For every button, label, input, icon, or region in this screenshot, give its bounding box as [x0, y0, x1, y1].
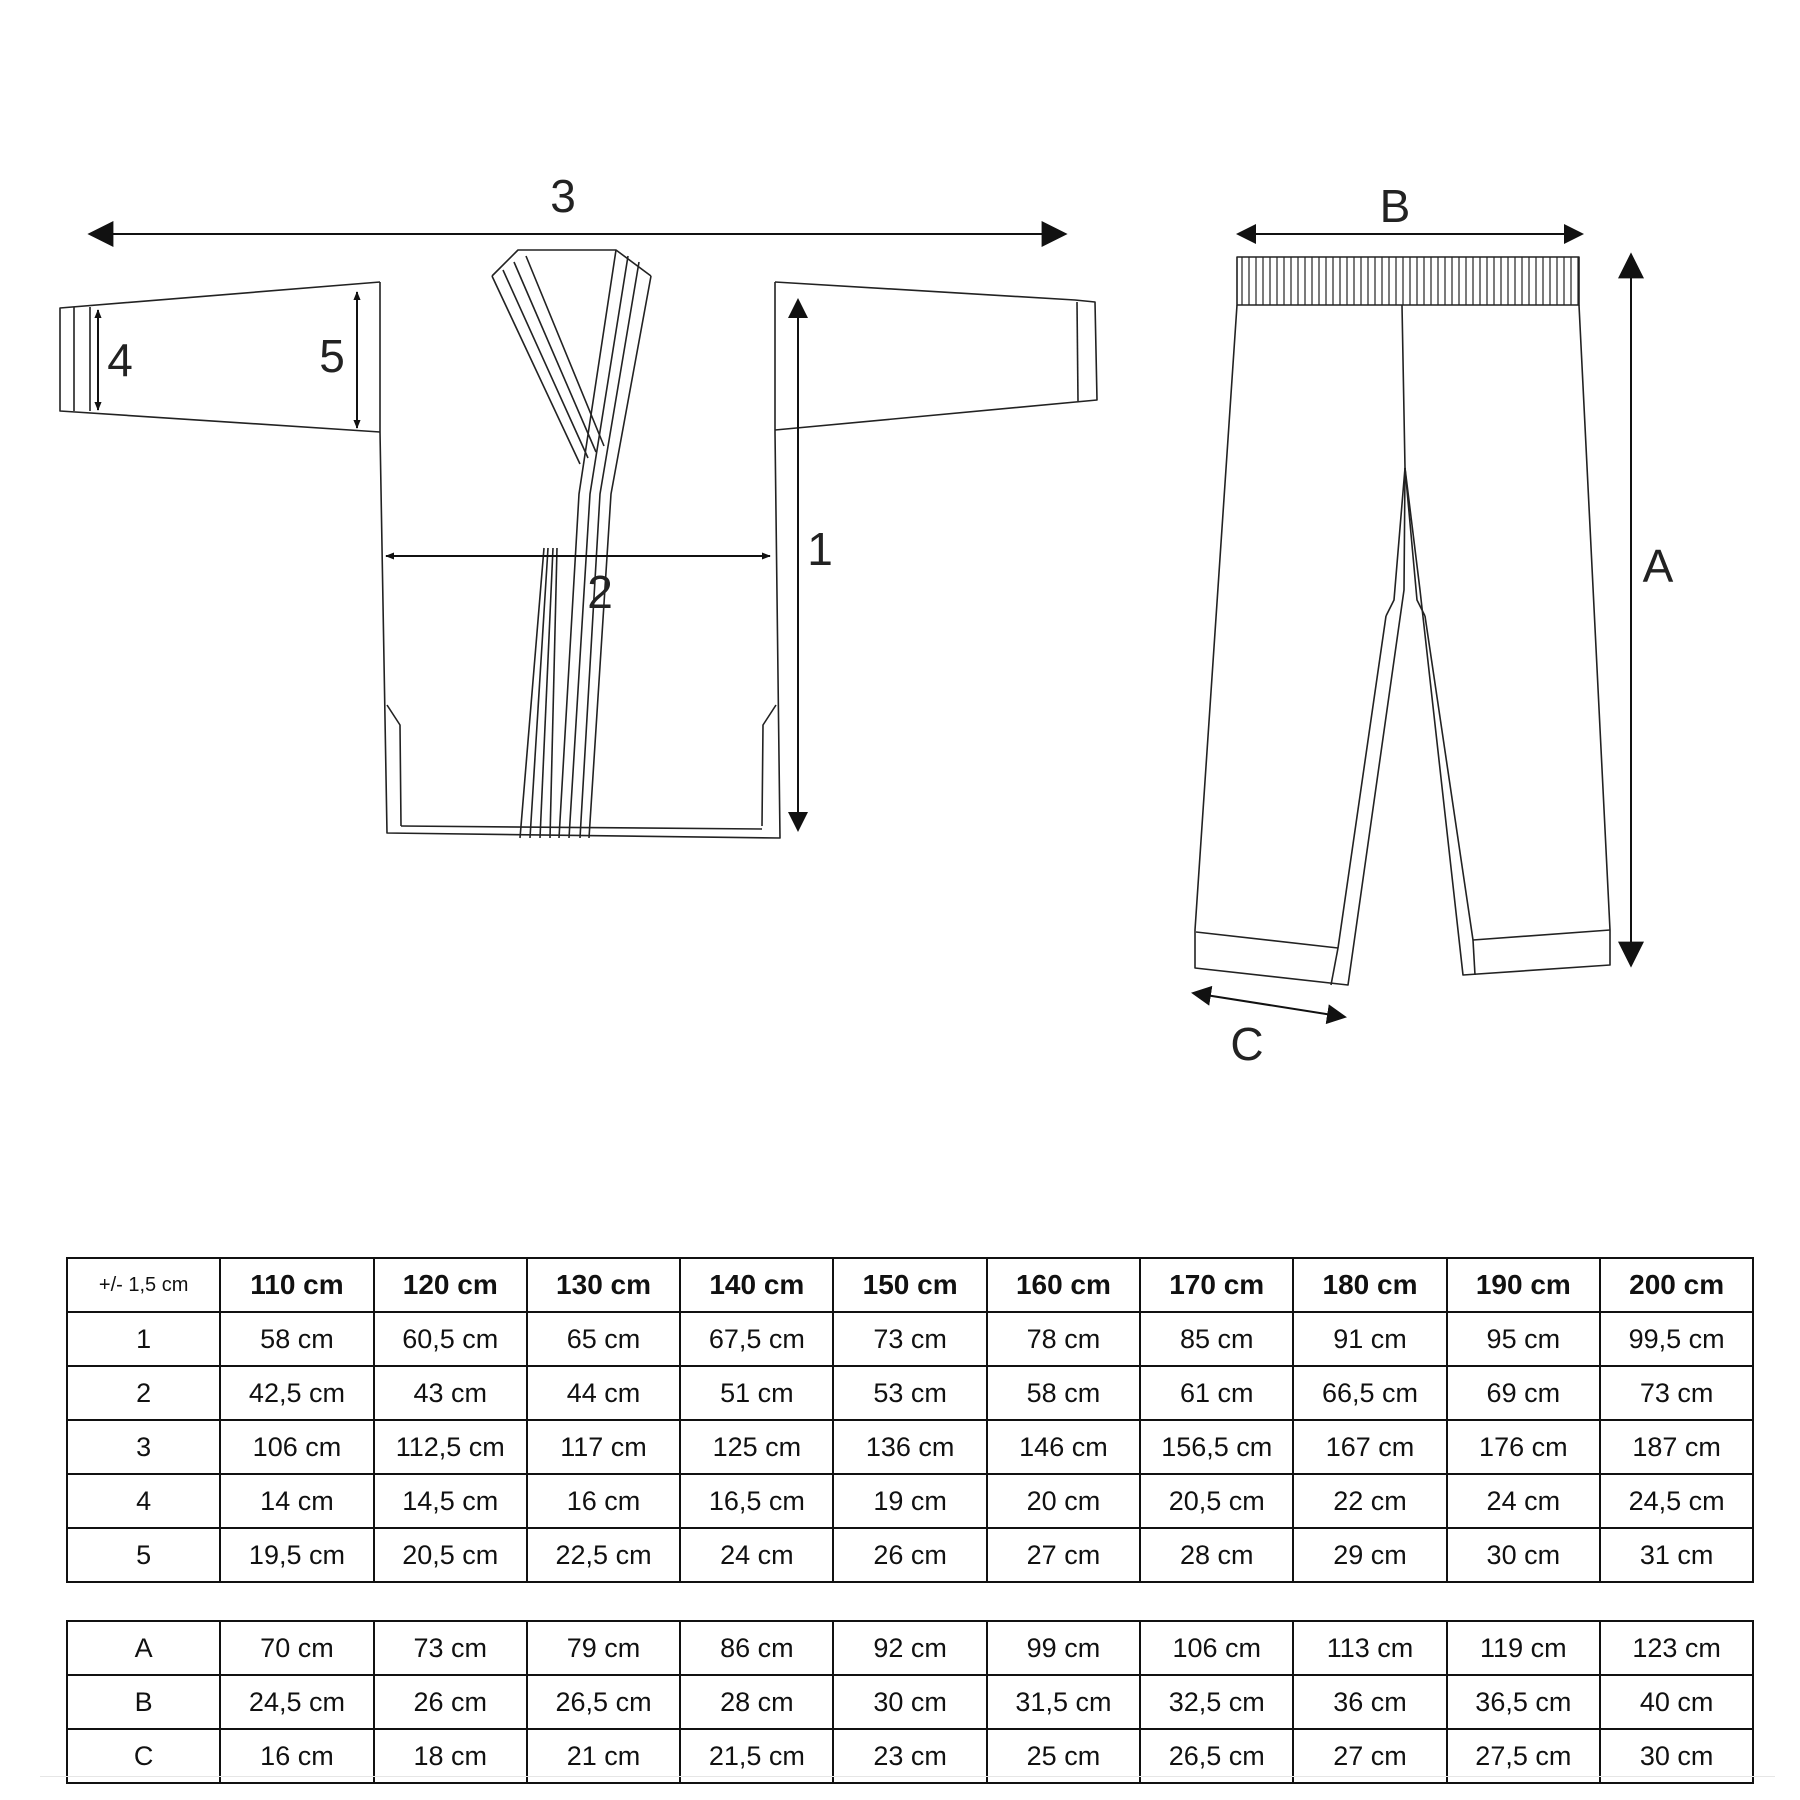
row-label: C — [67, 1729, 220, 1783]
measurement-cell: 24,5 cm — [1600, 1474, 1753, 1528]
measurement-cell: 27 cm — [1293, 1729, 1446, 1783]
measurement-cell: 36 cm — [1293, 1675, 1446, 1729]
table-row — [67, 1729, 1753, 1783]
table-header-row — [67, 1258, 1753, 1312]
measurement-cell: 79 cm — [527, 1621, 680, 1675]
measurement-cell: 20,5 cm — [374, 1528, 527, 1582]
measurement-cell: 29 cm — [1293, 1528, 1446, 1582]
measurement-cell: 73 cm — [374, 1621, 527, 1675]
measurement-cell: 16 cm — [527, 1474, 680, 1528]
measurement-cell: 73 cm — [833, 1312, 986, 1366]
measurement-cell: 19,5 cm — [220, 1528, 373, 1582]
measurement-cell: 36,5 cm — [1447, 1675, 1600, 1729]
measurement-cell: 23 cm — [833, 1729, 986, 1783]
measurement-cell: 86 cm — [680, 1621, 833, 1675]
tolerance-cell: +/- 1,5 cm — [67, 1258, 220, 1312]
measurement-cell: 40 cm — [1600, 1675, 1753, 1729]
measurement-cell: 85 cm — [1140, 1312, 1293, 1366]
measurement-cell: 14,5 cm — [374, 1474, 527, 1528]
pants-table-body — [67, 1621, 1753, 1783]
measurement-cell: 112,5 cm — [374, 1420, 527, 1474]
measurement-cell: 136 cm — [833, 1420, 986, 1474]
measurement-cell: 113 cm — [1293, 1621, 1446, 1675]
measurement-cell: 30 cm — [1600, 1729, 1753, 1783]
measurement-cell: 95 cm — [1447, 1312, 1600, 1366]
measurement-cell: 26,5 cm — [1140, 1729, 1293, 1783]
size-header: 200 cm — [1600, 1258, 1753, 1312]
pants-drawing — [1195, 257, 1610, 985]
label-4: 4 — [107, 334, 133, 386]
jacket-table-body — [67, 1312, 1753, 1582]
label-A: A — [1642, 540, 1674, 592]
measurement-cell: 26 cm — [833, 1528, 986, 1582]
measurement-cell: 16 cm — [220, 1729, 373, 1783]
measurement-cell: 73 cm — [1600, 1366, 1753, 1420]
label-5: 5 — [319, 330, 345, 382]
measurement-cell: 70 cm — [220, 1621, 373, 1675]
label-B: B — [1379, 180, 1411, 232]
size-header: 120 cm — [374, 1258, 527, 1312]
measurement-cell: 24,5 cm — [220, 1675, 373, 1729]
measurement-cell: 146 cm — [987, 1420, 1140, 1474]
table-row — [67, 1528, 1753, 1582]
measurement-cell: 22 cm — [1293, 1474, 1446, 1528]
measurement-cell: 27,5 cm — [1447, 1729, 1600, 1783]
row-label: 4 — [67, 1474, 220, 1528]
table-row — [67, 1366, 1753, 1420]
table-row — [67, 1312, 1753, 1366]
measurement-cell: 14 cm — [220, 1474, 373, 1528]
size-header: 190 cm — [1447, 1258, 1600, 1312]
measurement-cell: 19 cm — [833, 1474, 986, 1528]
measurement-cell: 20 cm — [987, 1474, 1140, 1528]
measurement-cell: 24 cm — [680, 1528, 833, 1582]
measurement-cell: 58 cm — [220, 1312, 373, 1366]
measurement-cell: 51 cm — [680, 1366, 833, 1420]
measurement-cell: 22,5 cm — [527, 1528, 680, 1582]
measurement-cell: 176 cm — [1447, 1420, 1600, 1474]
measurement-cell: 16,5 cm — [680, 1474, 833, 1528]
measurement-cell: 30 cm — [1447, 1528, 1600, 1582]
measurement-cell: 58 cm — [987, 1366, 1140, 1420]
measurement-cell: 32,5 cm — [1140, 1675, 1293, 1729]
measurement-cell: 61 cm — [1140, 1366, 1293, 1420]
measurement-cell: 187 cm — [1600, 1420, 1753, 1474]
measurement-cell: 67,5 cm — [680, 1312, 833, 1366]
measurement-cell: 125 cm — [680, 1420, 833, 1474]
measurement-cell: 99 cm — [987, 1621, 1140, 1675]
row-label: 3 — [67, 1420, 220, 1474]
measurement-cell: 24 cm — [1447, 1474, 1600, 1528]
measurement-cell: 28 cm — [1140, 1528, 1293, 1582]
measurement-cell: 119 cm — [1447, 1621, 1600, 1675]
measurement-cell: 65 cm — [527, 1312, 680, 1366]
label-C: C — [1230, 1018, 1264, 1070]
label-2: 2 — [587, 566, 613, 618]
measurement-cell: 66,5 cm — [1293, 1366, 1446, 1420]
measurement-cell: 156,5 cm — [1140, 1420, 1293, 1474]
jacket-size-table — [66, 1257, 1754, 1583]
measurement-cell: 78 cm — [987, 1312, 1140, 1366]
measurement-cell: 31 cm — [1600, 1528, 1753, 1582]
measurement-cell: 42,5 cm — [220, 1366, 373, 1420]
measurement-cell: 43 cm — [374, 1366, 527, 1420]
size-header: 110 cm — [220, 1258, 373, 1312]
divider-line — [40, 1776, 1775, 1777]
measurement-cell: 18 cm — [374, 1729, 527, 1783]
label-3: 3 — [550, 170, 576, 222]
measurement-cell: 123 cm — [1600, 1621, 1753, 1675]
measurement-cell: 60,5 cm — [374, 1312, 527, 1366]
label-1: 1 — [807, 523, 833, 575]
size-header: 170 cm — [1140, 1258, 1293, 1312]
measurement-cell: 26,5 cm — [527, 1675, 680, 1729]
measurement-cell: 27 cm — [987, 1528, 1140, 1582]
row-label: 1 — [67, 1312, 220, 1366]
jacket-drawing — [60, 250, 1097, 838]
measurement-cell: 21,5 cm — [680, 1729, 833, 1783]
measurement-cell: 99,5 cm — [1600, 1312, 1753, 1366]
row-label: 5 — [67, 1528, 220, 1582]
measurement-cell: 106 cm — [220, 1420, 373, 1474]
size-header: 180 cm — [1293, 1258, 1446, 1312]
size-header: 160 cm — [987, 1258, 1140, 1312]
measurement-cell: 92 cm — [833, 1621, 986, 1675]
measurement-cell: 106 cm — [1140, 1621, 1293, 1675]
row-label: 2 — [67, 1366, 220, 1420]
row-label: B — [67, 1675, 220, 1729]
table-row — [67, 1420, 1753, 1474]
pants-arrows — [1193, 234, 1631, 1017]
table-row — [67, 1474, 1753, 1528]
measurement-cell: 21 cm — [527, 1729, 680, 1783]
measurement-cell: 167 cm — [1293, 1420, 1446, 1474]
pants-size-table — [66, 1620, 1754, 1784]
measurement-cell: 28 cm — [680, 1675, 833, 1729]
table-row — [67, 1621, 1753, 1675]
measurement-cell: 69 cm — [1447, 1366, 1600, 1420]
row-label: A — [67, 1621, 220, 1675]
measurement-cell: 30 cm — [833, 1675, 986, 1729]
measurement-cell: 53 cm — [833, 1366, 986, 1420]
measurement-cell: 25 cm — [987, 1729, 1140, 1783]
measurement-cell: 20,5 cm — [1140, 1474, 1293, 1528]
size-header: 140 cm — [680, 1258, 833, 1312]
measurement-cell: 117 cm — [527, 1420, 680, 1474]
size-header: 130 cm — [527, 1258, 680, 1312]
measurement-cell: 91 cm — [1293, 1312, 1446, 1366]
measurement-cell: 31,5 cm — [987, 1675, 1140, 1729]
table-row — [67, 1675, 1753, 1729]
measurement-cell: 44 cm — [527, 1366, 680, 1420]
size-header: 150 cm — [833, 1258, 986, 1312]
measurement-cell: 26 cm — [374, 1675, 527, 1729]
